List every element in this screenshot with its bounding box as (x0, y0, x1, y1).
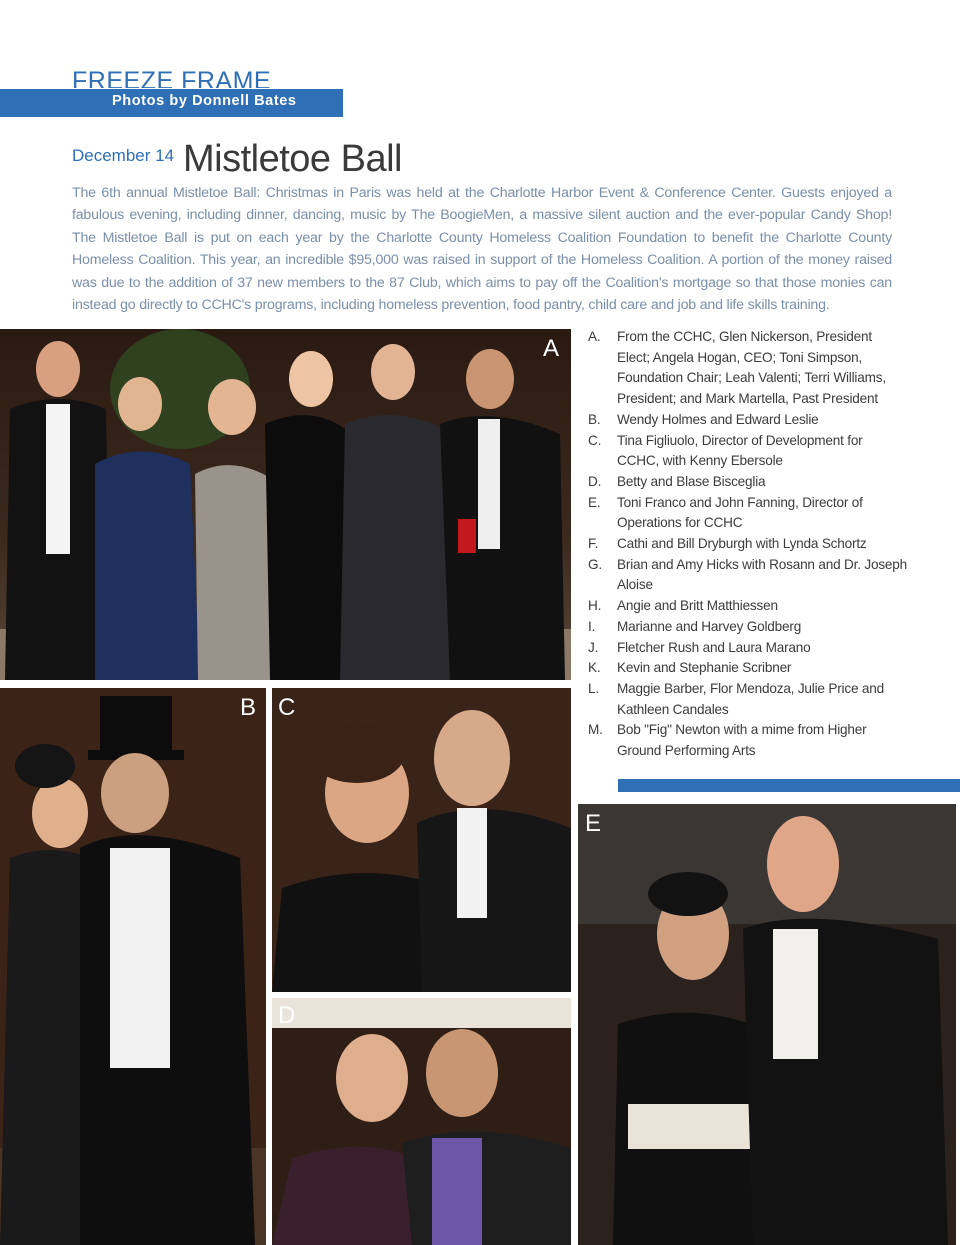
caption-text: Fletcher Rush and Laura Marano (617, 639, 811, 655)
caption-text: Angie and Britt Matthiessen (617, 598, 778, 614)
caption-item (588, 327, 908, 410)
caption-text: Cathi and Bill Dryburgh with Lynda Schortz (617, 536, 867, 552)
caption-item (588, 658, 908, 679)
decorative-rule (618, 779, 960, 792)
photo-e-letter: E (585, 810, 602, 837)
photo-credit: Photos by Donnell Bates (112, 93, 297, 109)
caption-letter: H. (588, 598, 602, 614)
caption-item (588, 617, 908, 638)
caption-letter: G. (588, 556, 602, 572)
caption-letter: M. (588, 722, 603, 738)
event-date: December 14 (72, 146, 175, 165)
caption-letter: C. (588, 432, 602, 448)
caption-text: Bob "Fig" Newton with a mime from Higher Ground Performing Arts (617, 722, 867, 759)
caption-letter: I. (588, 618, 596, 634)
caption-text: Betty and Blase Bisceglia (617, 473, 766, 489)
photo-b-image (0, 688, 266, 1245)
caption-letter: E. (588, 494, 601, 510)
caption-letter: A. (588, 329, 601, 344)
photo-c-letter: C (278, 694, 296, 721)
caption-text: Tina Figliuolo, Director of Development for CCHC, with Kenny Ebersole (617, 432, 863, 469)
caption-letter: D. (588, 473, 602, 489)
caption-list (588, 327, 908, 762)
photo-a-image (0, 329, 571, 680)
caption-letter: L. (588, 680, 599, 696)
caption-text: Kevin and Stephanie Scribner (617, 660, 792, 676)
intro-paragraph: The 6th annual Mistletoe Ball: Christmas in Paris was held at the Charlotte Harbor Event & Conference Center. Guests enjoyed a fabulous evening, including dinner, dancing, music by The BoogieMen, a massive silent auction and the ever-popular Candy Shop! The Mistletoe Ball is put on each year by the Charlotte County Homeless Coalition Foundation to benefit the Charlotte County Homeless Coalition. This year, an incredible $95,000 was raised in support of the Homeless Coalition. A portion of the money raised was due to the addition of 37 new members to the 87 Club, which aims to pay off the Coalition's mortgage so that those monies can instead go directly to CCHC's programs, including homeless prevention, food pantry, child care and job and life skills training. (72, 185, 892, 314)
photo-a (0, 329, 571, 680)
caption-text: Wendy Holmes and Edward Leslie (617, 411, 819, 427)
photo-d (272, 998, 571, 1245)
caption-item (588, 596, 908, 617)
photo-d-letter: D (278, 1002, 296, 1029)
caption-letter: F. (588, 536, 599, 552)
photo-e-image (578, 804, 956, 1245)
event-title: Mistletoe Ball (183, 138, 402, 180)
caption-item (588, 555, 908, 596)
caption-text: Toni Franco and John Fanning, Director of Operations for CCHC (617, 494, 863, 531)
caption-item (588, 534, 908, 555)
caption-item (588, 720, 908, 761)
caption-item (588, 638, 908, 659)
photo-b-letter: B (239, 694, 256, 721)
photo-credit-bar (0, 89, 343, 117)
photo-a-letter: A (542, 335, 559, 362)
caption-item (588, 431, 908, 472)
caption-text: Marianne and Harvey Goldberg (617, 618, 802, 634)
caption-item (588, 410, 908, 431)
caption-text: Brian and Amy Hicks with Rosann and Dr. Joseph Aloise (617, 556, 908, 593)
caption-letter: B. (588, 411, 601, 427)
caption-letter: K. (588, 660, 601, 676)
caption-letter: J. (588, 639, 599, 655)
photo-b (0, 688, 266, 1245)
caption-text: From the CCHC, Glen Nickerson, President Elect; Angela Hogan, CEO; Toni Simpson, Foundation Chair; Leah Valenti; Terri Williams, President; and Mark Martella, Past President (617, 329, 886, 407)
photo-d-image (272, 998, 571, 1245)
photo-c-image (272, 688, 571, 992)
section-title: FREEZE FRAME (72, 67, 272, 88)
caption-item (588, 472, 908, 493)
caption-text: Maggie Barber, Flor Mendoza, Julie Price and Kathleen Candales (617, 680, 884, 717)
photo-c (272, 688, 571, 992)
caption-item (588, 679, 908, 720)
caption-item (588, 493, 908, 534)
photo-e (578, 804, 956, 1245)
